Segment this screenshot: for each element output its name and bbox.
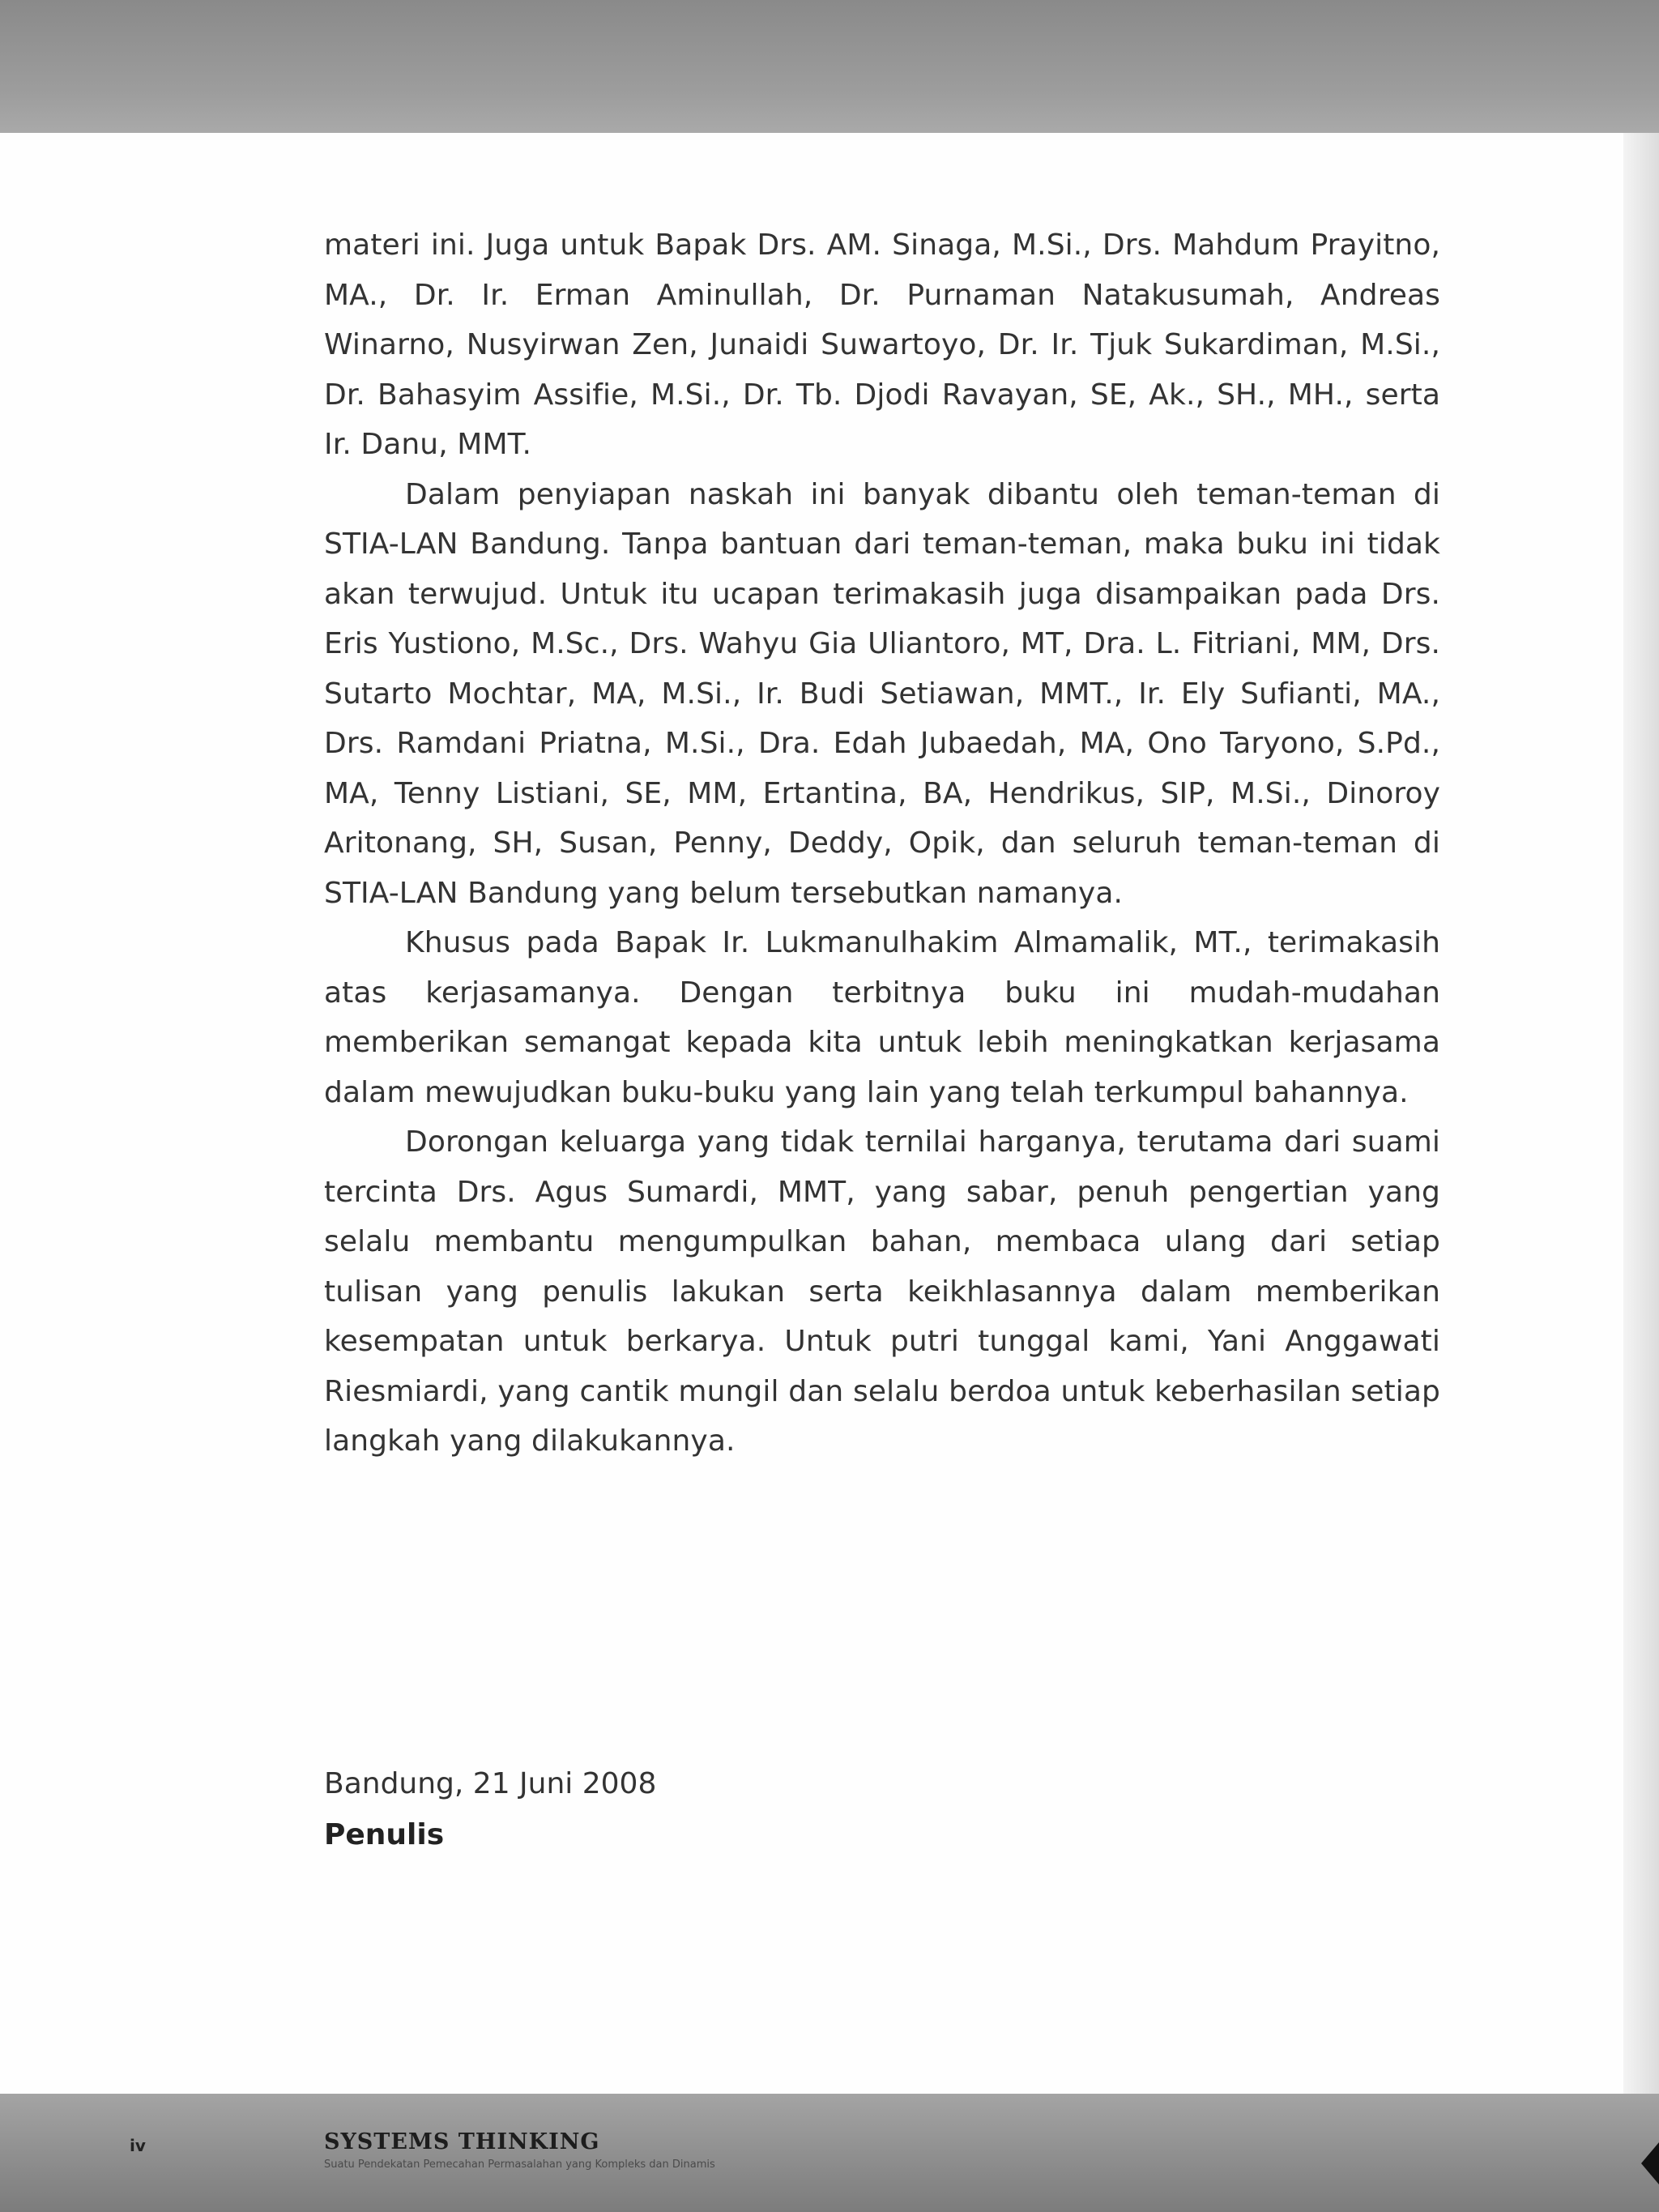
- body-text: [324, 220, 1440, 1467]
- series-subtitle: Suatu Pendekatan Pemecahan Permasalahan yang Kompleks dan Dinamis: [324, 2159, 715, 2171]
- top-gray-band: [0, 0, 1659, 133]
- paragraph-stia-lan: Dalam penyiapan naskah ini banyak dibantu oleh teman-teman di STIA-LAN Bandung. Tanpa bantuan dari teman-teman, maka buku ini tidak akan terwujud. Untuk itu ucapan terimakasih juga disampaikan pada Drs. Eris Yustiono, M.Sc., Drs. Wahyu Gia Uliantoro, MT, Dra. L. Fitriani, MM, Drs. Sutarto Mochtar, MA, M.Si., Ir. Budi Setiawan, MMT., Ir. Ely Sufianti, MA., Drs. Ramdani Priatna, M.Si., Dra. Edah Jubaedah, MA, Ono Taryono, S.Pd., MA, Tenny Listiani, SE, MM, Ertantina, BA, Hendrikus, SIP, M.Si., Dinoroy Aritonang, SH, Susan, Penny, Deddy, Opik, dan seluruh teman-teman di STIA-LAN Bandung yang belum tersebutkan namanya.: [324, 477, 1440, 910]
- page-edge-shadow: [1623, 133, 1659, 2094]
- page-number: iv: [130, 2136, 146, 2155]
- signoff: [324, 1758, 656, 1860]
- paragraph-cooperation: Khusus pada Bapak Ir. Lukmanulhakim Almamalik, MT., terimakasih atas kerjasamanya. Dengan terbitnya buku ini mudah-mudahan memberikan semangat kepada kita untuk lebih meningkatkan kerjasama dalam mewujudkan buku-buku yang lain yang telah terkumpul bahannya.: [324, 926, 1440, 1109]
- corner-marker-icon: [1641, 2142, 1659, 2184]
- paragraph-continuation: materi ini. Juga untuk Bapak Drs. AM. Sinaga, M.Si., Drs. Mahdum Prayitno, MA., Dr. Ir. Erman Aminullah, Dr. Purnaman Natakusumah, Andreas Winarno, Nusyirwan Zen, Junaidi Suwartoyo, Dr. Ir. Tjuk Sukardiman, M.Si., Dr. Bahasyim Assifie, M.Si., Dr. Tb. Djodi Ravayan, SE, Ak., SH., MH., serta Ir. Danu, MMT.: [324, 228, 1440, 461]
- page-footer: [0, 2094, 1659, 2212]
- place-date: Bandung, 21 Juni 2008: [324, 1767, 657, 1800]
- series-title: SYSTEMS THINKING: [324, 2129, 600, 2154]
- paragraph-family: Dorongan keluarga yang tidak ternilai harganya, terutama dari suami tercinta Drs. Agus Sumardi, MMT, yang sabar, penuh pengertian yang selalu membantu mengumpulkan bahan, membaca ulang dari setiap tulisan yang penulis lakukan serta keikhlasannya dalam memberikan kesempatan untuk berkarya. Untuk putri tunggal kami, Yani Anggawati Riesmiardi, yang cantik mungil dan selalu berdoa untuk keberhasilan setiap langkah yang dilakukannya.: [324, 1125, 1440, 1458]
- author: Penulis: [324, 1818, 445, 1851]
